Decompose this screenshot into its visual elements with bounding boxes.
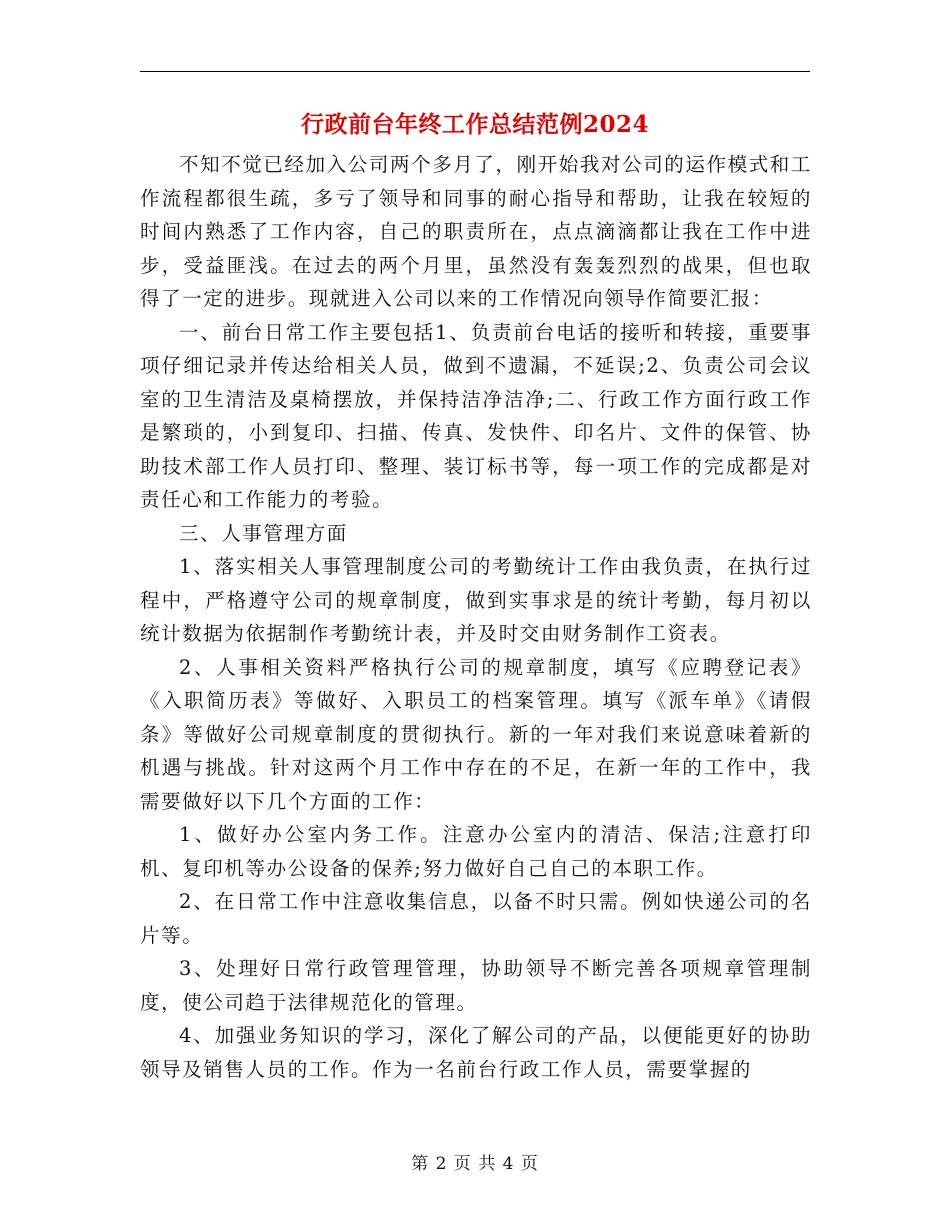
- body-paragraph: 4、加强业务知识的学习，深化了解公司的产品，以便能更好的协助领导及销售人员的工作。作为一名前台行政工作人员，需要掌握的: [140, 1024, 812, 1081]
- body-paragraph: 2、人事相关资料严格执行公司的规章制度，填写《应聘登记表》《入职简历表》等做好、入职员工的档案管理。填写《派车单》《请假条》等做好公司规章制度的贯彻执行。新的一年对我们来说意味着新的机遇与挑战。针对这两个月工作中存在的不足，在新一年的工作中，我需要做好以下几个方面的工作：: [140, 655, 812, 813]
- document-body: [140, 148, 812, 1086]
- body-paragraph: 1、做好办公室内务工作。注意办公室内的清洁、保洁;注意打印机、复印机等办公设备的保养;努力做好自己自己的本职工作。: [140, 823, 812, 880]
- body-paragraph: 不知不觉已经加入公司两个多月了，刚开始我对公司的运作模式和工作流程都很生疏，多亏了领导和同事的耐心指导和帮助，让我在较短的时间内熟悉了工作内容，自己的职责所在，点点滴滴都让我在工作中进步，受益匪浅。在过去的两个月里，虽然没有轰轰烈烈的战果，但也取得了一定的进步。现就进入公司以来的工作情况向领导作简要汇报：: [140, 153, 813, 310]
- body-paragraph: 2、在日常工作中注意收集信息，以备不时只需。例如快递公司的名片等。: [140, 890, 812, 947]
- body-paragraph: 3、处理好日常行政管理管理，协助领导不断完善各项规章管理制度，使公司趋于法律规范化的管理。: [140, 957, 812, 1014]
- body-paragraph: 一、前台日常工作主要包括1、负责前台电话的接听和转接，重要事项仔细记录并传达给相关人员，做到不遗漏，不延误;2、负责公司会议室的卫生清洁及桌椅摆放，并保持洁净洁净;二、行政工作方面行政工作是繁琐的，小到复印、扫描、传真、发快件、印名片、文件的保管、协助技术部工作人员打印、整理、装订标书等，每一项工作的完成都是对责任心和工作能力的考验。: [140, 320, 812, 511]
- body-paragraph: 1、落实相关人事管理制度公司的考勤统计工作由我负责，在执行过程中，严格遵守公司的规章制度，做到实事求是的统计考勤，每月初以统计数据为依据制作考勤统计表，并及时交由财务制作工资表。: [140, 555, 812, 645]
- document-title: 行政前台年终工作总结范例2024: [300, 111, 649, 138]
- section-heading: 三、人事管理方面: [179, 521, 348, 545]
- page-number-footer: 第 2 页 共 4 页: [411, 1154, 539, 1174]
- header-rule: [140, 71, 810, 72]
